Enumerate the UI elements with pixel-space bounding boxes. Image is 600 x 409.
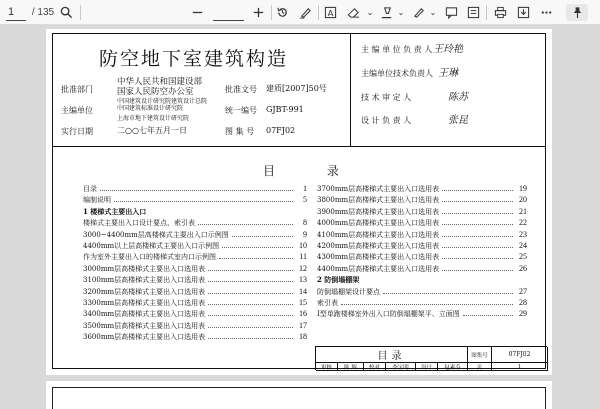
editor-label: 主编单位 bbox=[61, 106, 93, 115]
editor-value-3: 上海市地下建筑设计研究院 bbox=[117, 115, 190, 122]
date-value: 二○○七年五月一日 bbox=[117, 126, 187, 135]
toc-leader-dots bbox=[463, 315, 513, 316]
stamp-icon[interactable] bbox=[464, 4, 482, 21]
toc-entry-title: 2 防倒塌棚架 bbox=[317, 275, 360, 285]
toc-entry-title: 3100mm层高楼梯式主要出入口选用表 bbox=[83, 276, 206, 285]
toc-row[interactable] bbox=[317, 264, 527, 275]
toc-entry-title: 作为室外主要出入口的楼梯式室内口示例图 bbox=[83, 253, 216, 262]
toc-leader-dots bbox=[208, 293, 293, 294]
toc-entry-page: 25 bbox=[519, 252, 527, 262]
toc-leader-dots bbox=[208, 270, 293, 271]
toc-row[interactable] bbox=[317, 252, 527, 263]
toc-entry-title: 编制说明 bbox=[83, 196, 111, 205]
toc-entry-page: 1 bbox=[303, 184, 307, 193]
toc-entry-title: 3000mm层高楼梯式主要出入口选用表 bbox=[83, 264, 206, 273]
comment-icon[interactable] bbox=[442, 4, 460, 21]
chevron-down-icon[interactable]: ⌄ bbox=[429, 8, 437, 17]
toc-entry-title: 4300mm层高楼梯式主要出入口选用表 bbox=[317, 253, 440, 262]
toc-leader-dots bbox=[442, 190, 513, 191]
toc-entry-page: 10 bbox=[299, 240, 307, 250]
toc-leader-dots bbox=[232, 236, 293, 237]
toc-row[interactable] bbox=[83, 309, 307, 320]
toc-leader-dots bbox=[219, 258, 293, 259]
toc-row[interactable] bbox=[83, 184, 307, 195]
toc-leader-dots bbox=[198, 224, 293, 225]
toc-entry-page: 8 bbox=[303, 218, 307, 228]
toc-entry-page: 16 bbox=[299, 309, 307, 319]
page-total-label: / 135 bbox=[31, 7, 55, 18]
toc-entry-page: 13 bbox=[299, 275, 307, 285]
doc-no-label: 批准文号 bbox=[225, 85, 257, 94]
date-label: 实行日期 bbox=[61, 127, 93, 136]
toc-row[interactable] bbox=[83, 264, 307, 275]
toc-row[interactable] bbox=[83, 207, 307, 218]
svg-text:A: A bbox=[327, 7, 333, 18]
zoom-input[interactable] bbox=[213, 4, 244, 21]
toc-leader-dots bbox=[208, 281, 293, 282]
toc-entry-title: Ⅰ型单跑楼梯室外出入口防倒塌棚架平、立面图 bbox=[317, 310, 460, 319]
toc-entry-title: 4200mm层高楼梯式主要出入口选用表 bbox=[317, 241, 440, 250]
toc-row[interactable] bbox=[83, 287, 307, 298]
toc-row[interactable] bbox=[83, 321, 307, 332]
toc-row[interactable] bbox=[317, 195, 527, 206]
eraser-icon[interactable] bbox=[344, 4, 362, 21]
chevron-down-icon[interactable]: ⌄ bbox=[366, 8, 374, 17]
approve-value-1: 中华人民共和国建设部 bbox=[117, 77, 203, 87]
toc-right-column bbox=[317, 184, 527, 321]
signature-2: 王琳 bbox=[438, 68, 458, 79]
plus-icon[interactable] bbox=[249, 4, 267, 21]
toc-leader-dots bbox=[100, 190, 293, 191]
toc-leader-dots bbox=[114, 201, 293, 202]
toc-row[interactable] bbox=[83, 252, 307, 263]
toc-leader-dots bbox=[442, 270, 513, 271]
document-page-next bbox=[46, 381, 552, 409]
code-value: GJBT-991 bbox=[266, 105, 304, 114]
signature-role-3: 技 术 审 定 人 bbox=[361, 93, 412, 102]
pdf-toolbar bbox=[0, 0, 600, 25]
editor-value-1: 中国建筑设计研究院建筑设计总院 bbox=[117, 98, 208, 105]
toc-leader-dots bbox=[442, 213, 513, 214]
cover-title-block bbox=[53, 34, 350, 146]
editor-value-2: 中国建筑标准设计研究院 bbox=[117, 105, 184, 112]
toc-row[interactable] bbox=[317, 309, 527, 320]
toc-entry-title: 3300mm层高楼梯式主要出入口选用表 bbox=[83, 298, 206, 307]
page-number-input[interactable]: 1 bbox=[6, 4, 26, 21]
toc-entry-title: 4100mm层高楼梯式主要出入口选用表 bbox=[317, 230, 440, 239]
toc-entry-title: 4000mm层高楼梯式主要出入口选用表 bbox=[317, 219, 440, 228]
title-block-atlas-value: 07FJ02 bbox=[492, 347, 548, 363]
toc-entry-title: 3400mm层高楼梯式主要出入口选用表 bbox=[83, 310, 206, 319]
toc-leader-dots bbox=[442, 247, 513, 248]
toc-entry-page: 15 bbox=[299, 297, 307, 307]
toc-entry-title: 目录 bbox=[83, 185, 97, 193]
toc-row[interactable] bbox=[83, 275, 307, 286]
toc-left-column bbox=[83, 184, 307, 343]
toc-leader-dots bbox=[208, 304, 293, 305]
toc-row[interactable] bbox=[317, 184, 527, 195]
toc-entry-page: 19 bbox=[519, 184, 527, 193]
title-block-page-value: 1 bbox=[492, 363, 548, 371]
toc-leader-dots bbox=[222, 247, 293, 248]
toc-leader-dots bbox=[442, 258, 513, 259]
toc-entry-page: 14 bbox=[299, 286, 307, 296]
toc-entry-page: 5 bbox=[303, 195, 307, 205]
toc-row[interactable] bbox=[83, 195, 307, 206]
toc-row[interactable] bbox=[83, 332, 307, 343]
bottom-title-block bbox=[315, 346, 547, 370]
toc-entry-title: 楼梯式主要出入口设计要点、索引表 bbox=[83, 219, 195, 228]
toc-entry-title: 3500mm层高楼梯式主要出入口选用表 bbox=[83, 321, 206, 330]
toc-row[interactable] bbox=[317, 287, 527, 298]
toc-heading: 目 录 bbox=[263, 164, 363, 178]
toc-leader-dots bbox=[208, 327, 293, 328]
approve-label: 批准部门 bbox=[61, 85, 93, 94]
toc-row[interactable] bbox=[317, 298, 527, 309]
signature-role-4: 设 计 负 责 人 bbox=[361, 116, 412, 125]
toc-entry-title: 3600mm层高楼梯式主要出入口选用表 bbox=[83, 333, 206, 342]
toc-leader-dots bbox=[383, 293, 513, 294]
toc-leader-dots bbox=[208, 338, 293, 339]
toc-leader-dots bbox=[208, 315, 293, 316]
toc-entry-title: 索引表 bbox=[317, 298, 338, 307]
toc-entry-page: 29 bbox=[519, 309, 527, 319]
title-block-design-label: 设计 bbox=[416, 363, 438, 371]
toc-entry-title: 4400mm层高楼梯式主要出入口选用表 bbox=[317, 264, 440, 273]
print-icon[interactable] bbox=[491, 4, 509, 21]
toc-entry-title: 3000~4400mm层高楼梯式主要出入口示例图 bbox=[83, 230, 229, 239]
toc-entry-title: 防倒塌棚架设计要点 bbox=[317, 287, 380, 296]
toc-row[interactable] bbox=[83, 218, 307, 229]
minus-icon[interactable] bbox=[188, 4, 206, 21]
toc-entry-page: 26 bbox=[519, 263, 527, 273]
toc-entry-title: 4400mm以上层高楼梯式主要出入口示例图 bbox=[83, 241, 220, 250]
toc-entry-page: 23 bbox=[519, 229, 527, 239]
search-icon[interactable] bbox=[57, 4, 75, 21]
chevron-down-icon[interactable]: ⌄ bbox=[397, 8, 405, 17]
toc-entry-title: 3900mm层高楼梯式主要出入口选用表 bbox=[317, 207, 440, 216]
signature-1: 王玲艳 bbox=[433, 44, 463, 55]
title-block-review-name: 陈 辉 bbox=[338, 363, 364, 371]
toc-entry-title: 1 楼梯式主要出入口 bbox=[83, 206, 147, 216]
toc-leader-dots bbox=[341, 304, 513, 305]
toc-entry-page: 22 bbox=[519, 218, 527, 228]
drawing-frame bbox=[52, 33, 546, 369]
title-block-page-label: 页 bbox=[468, 363, 492, 371]
toc-row[interactable] bbox=[317, 241, 527, 252]
draw-icon[interactable] bbox=[296, 4, 314, 21]
toc-entry-title: 3700mm层高楼梯式主要出入口选用表 bbox=[317, 185, 440, 193]
history-icon[interactable] bbox=[273, 4, 291, 21]
toc-row[interactable] bbox=[83, 298, 307, 309]
document-title: 防空地下室建筑构造 bbox=[99, 48, 289, 70]
code-label: 统一编号 bbox=[225, 106, 257, 115]
more-icon[interactable] bbox=[537, 4, 555, 21]
doc-no-value: 建质[2007]50号 bbox=[266, 84, 327, 93]
toc-row[interactable] bbox=[317, 275, 527, 286]
title-block-review-label: 审核 bbox=[316, 363, 338, 371]
title-block-atlas-label: 图集号 bbox=[468, 347, 492, 363]
title-block-design-name: 赵素芬 bbox=[438, 363, 468, 371]
atlas-label: 图 集 号 bbox=[225, 127, 255, 136]
toc-entry-page: 27 bbox=[519, 286, 527, 296]
toc-entry-page: 11 bbox=[299, 252, 307, 262]
signature-role-2: 主编单位技术负责人 bbox=[361, 69, 433, 78]
toc-entry-title: 3800mm层高楼梯式主要出入口选用表 bbox=[317, 196, 440, 205]
title-block-check-label: 校对 bbox=[364, 363, 386, 371]
toc-entry-page: 20 bbox=[519, 195, 527, 205]
toc-row[interactable] bbox=[317, 207, 527, 218]
toc-leader-dots bbox=[442, 224, 513, 225]
toc-entry-title: 3200mm层高楼梯式主要出入口选用表 bbox=[83, 287, 206, 296]
toc-entry-page: 9 bbox=[303, 229, 307, 239]
toc-row[interactable] bbox=[83, 230, 307, 241]
toc-row[interactable] bbox=[83, 241, 307, 252]
atlas-value: 07FJ02 bbox=[266, 126, 296, 135]
download-icon[interactable] bbox=[514, 4, 532, 21]
signature-role-1: 主 编 单 位 负 责 人 bbox=[361, 45, 433, 54]
document-page bbox=[46, 29, 552, 375]
highlight-icon[interactable] bbox=[377, 4, 395, 21]
toc-entry-page: 18 bbox=[299, 332, 307, 342]
signature-3: 陈苏 bbox=[448, 92, 468, 103]
toc-entry-page: 21 bbox=[519, 206, 527, 216]
toc-entry-page: 28 bbox=[519, 297, 527, 307]
toc-leader-dots bbox=[442, 201, 513, 202]
toc-row[interactable] bbox=[317, 218, 527, 229]
text-annot-icon[interactable] bbox=[321, 4, 339, 21]
pin-icon[interactable] bbox=[566, 4, 588, 21]
toc-leader-dots bbox=[442, 236, 513, 237]
title-block-name: 目录 bbox=[316, 347, 468, 363]
toc-entry-page: 17 bbox=[299, 320, 307, 330]
approve-value-2: 国家人民防空办公室 bbox=[117, 87, 194, 97]
title-block-check-name: 李宝明 bbox=[386, 363, 416, 371]
underline-icon[interactable] bbox=[409, 4, 427, 21]
toc-row[interactable] bbox=[317, 230, 527, 241]
toc-entry-page: 12 bbox=[299, 263, 307, 273]
signature-4: 张昆 bbox=[448, 115, 468, 126]
toc-entry-page: 24 bbox=[519, 240, 527, 250]
